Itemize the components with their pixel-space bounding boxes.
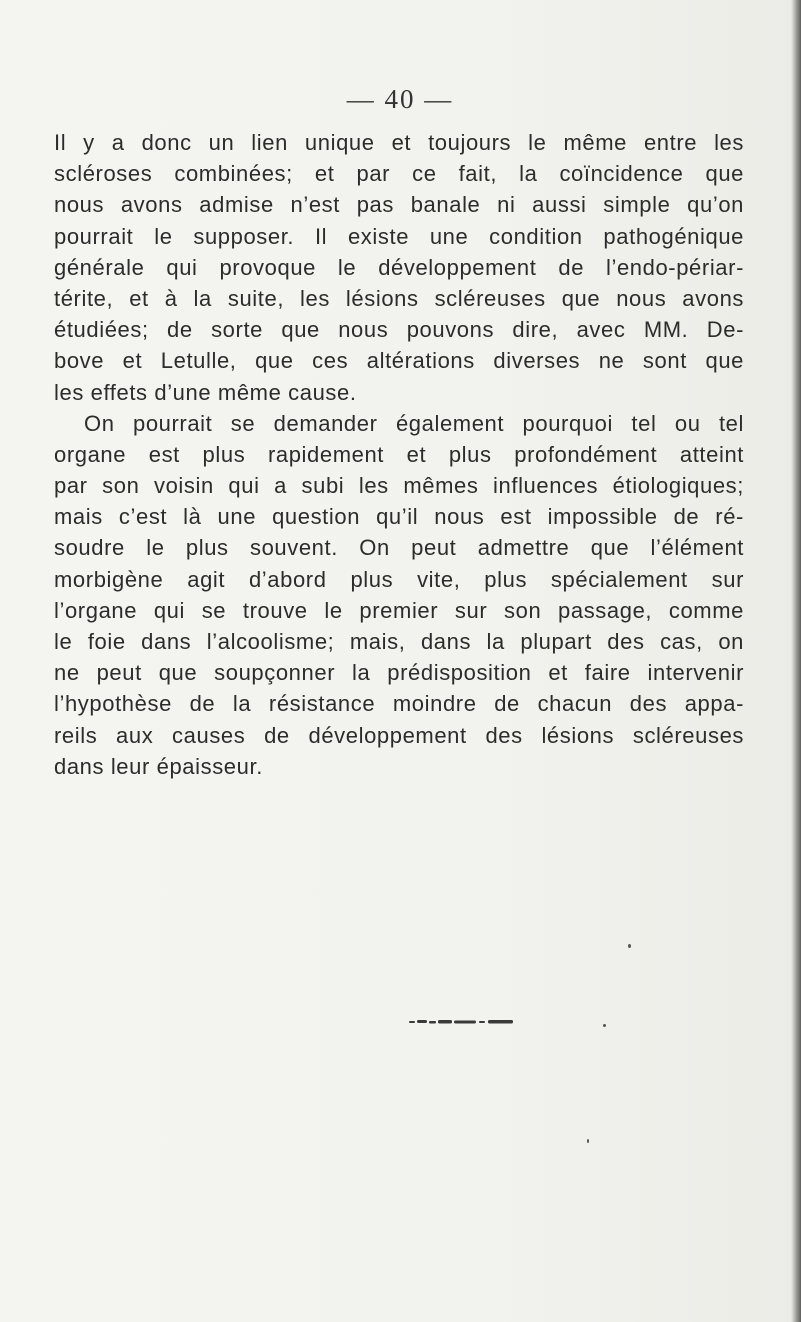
paragraph-1-line-8: bove et Letulle, que ces altérations diverses ne sont que (54, 348, 744, 374)
paragraph-2-line-8: le foie dans l’alcoolisme; mais, dans la plupart des cas, on (54, 629, 744, 654)
page-edge-shadow (791, 0, 801, 1322)
paragraph-2-line-3: par son voisin qui a subi les mêmes influences étiologiques; (54, 473, 744, 499)
paragraph-2-line-9: ne peut que soupçonner la prédisposition et faire intervenir (54, 660, 744, 686)
paragraph-1-line-9: les effets d’une même cause. (54, 379, 357, 405)
paragraph-2-line-5: soudre le plus souvent. On peut admettre que l’élément (54, 535, 744, 561)
paragraph-2-line-6: morbigène agit d’abord plus vite, plus spécialement sur (54, 566, 744, 592)
paragraph-1-line-5: générale qui provoque le développement de l’endo-périar- (54, 254, 744, 280)
page-number: — 40 — (346, 84, 454, 114)
paragraph-1-line-7: étudiées; de sorte que nous pouvons dire, avec MM. De- (54, 317, 744, 343)
paragraph-1-line-2: scléroses combinées; et par ce fait, la coïncidence que (54, 161, 744, 187)
ink-speck (628, 944, 631, 948)
paragraph-1-line-1: Il y a donc un lien unique et toujours le même entre les (54, 130, 744, 155)
paragraph-2-line-1: On pourrait se demander également pourquoi tel ou tel (84, 410, 744, 436)
paragraph-1-line-3: nous avons admise n’est pas banale ni aussi simple qu’on (54, 192, 744, 218)
ink-speck (587, 1139, 589, 1143)
paragraph-2-line-10: l’hypothèse de la résistance moindre de chacun des appa- (54, 691, 744, 717)
paragraph-2-line-11: reils aux causes de développement des lésions scléreuses (54, 722, 744, 748)
paragraph-2-line-2: organe est plus rapidement et plus profondément atteint (54, 441, 744, 467)
paragraph-1-line-6: térite, et à la suite, les lésions scléreuses que nous avons (54, 285, 744, 311)
body-text (54, 127, 744, 782)
paragraph-2-line-4: mais c’est là une question qu’il nous est impossible de ré- (54, 504, 744, 530)
paragraph-2-line-12: dans leur épaisseur. (54, 753, 263, 779)
ink-speck (603, 1024, 606, 1027)
paragraph-2-line-7: l’organe qui se trouve le premier sur son passage, comme (54, 597, 744, 623)
end-ornament (409, 1018, 513, 1026)
paragraph-1-line-4: pourrait le supposer. Il existe une condition pathogénique (54, 223, 744, 249)
